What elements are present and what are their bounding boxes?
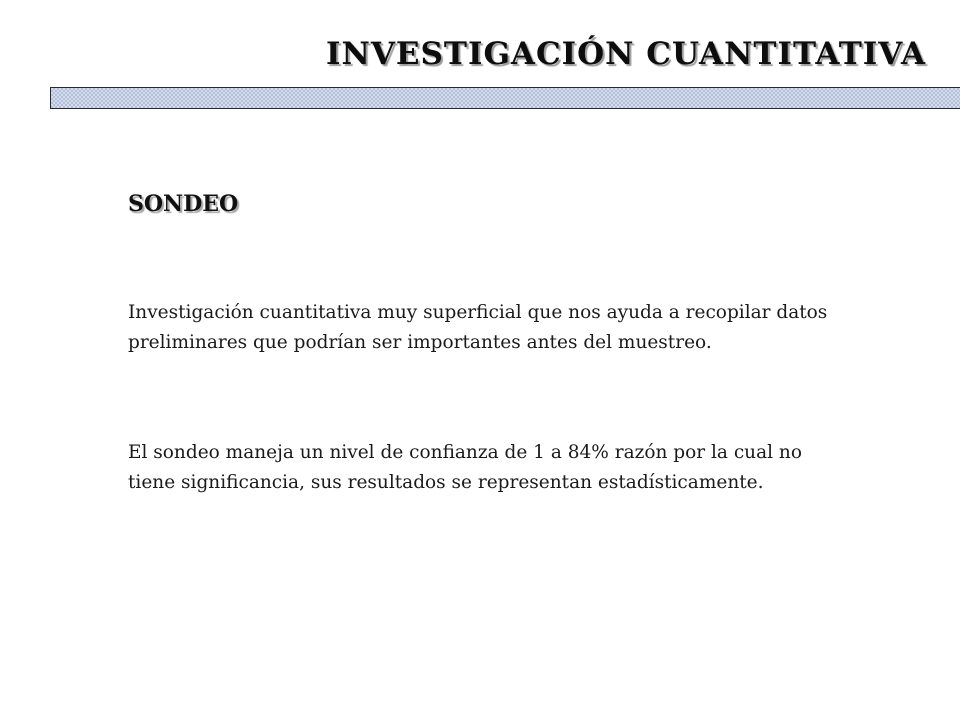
paragraph-confidence-level: El sondeo maneja un nivel de confianza de 1 a 84% razón por la cual no tiene significancia, sus resultados se representan estadísticamente. xyxy=(128,442,802,493)
paragraph-definition: Investigación cuantitativa muy superficial que nos ayuda a recopilar datos preliminares que podrían ser importantes antes del muestreo. xyxy=(128,302,828,353)
title-underline-bar xyxy=(50,87,960,109)
section-heading: SONDEO xyxy=(128,191,239,217)
slide-title: INVESTIGACIÓN CUANTITATIVA xyxy=(325,36,926,72)
